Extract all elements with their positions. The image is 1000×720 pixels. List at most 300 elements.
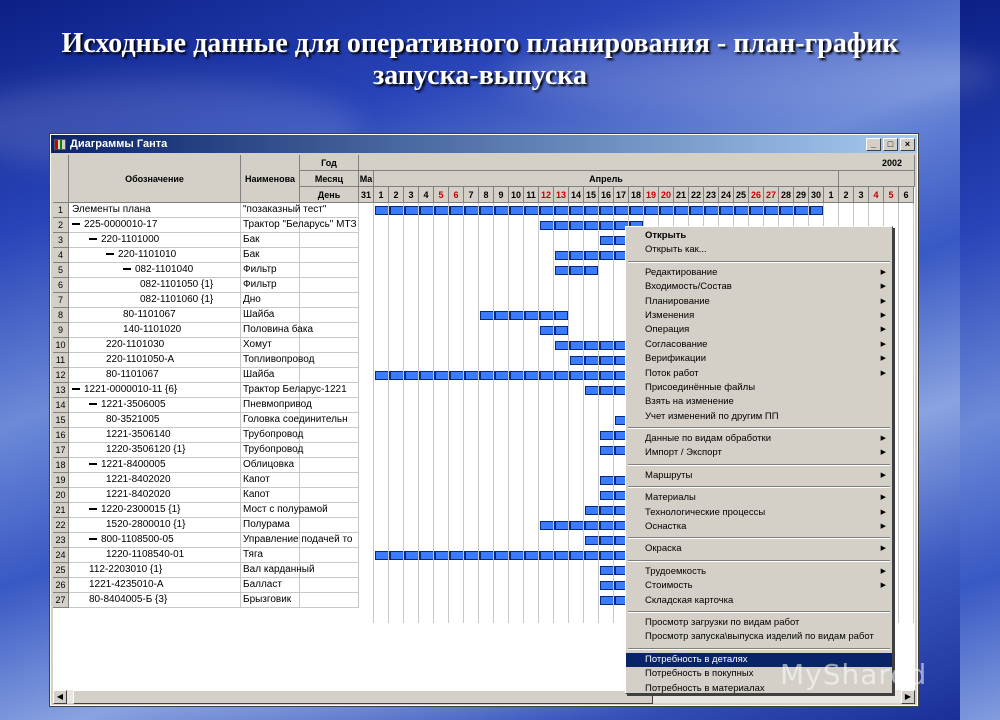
- gantt-app-icon: [54, 139, 66, 150]
- row-designation[interactable]: [69, 353, 241, 368]
- row-blank-cell: [300, 368, 359, 383]
- day-label: День: [300, 187, 359, 203]
- row-designation-text: 220-1101050-А: [106, 354, 175, 365]
- day-header-cell: 1: [374, 187, 389, 203]
- day-header-cell: 30: [809, 187, 824, 203]
- day-header-cell: 25: [734, 187, 749, 203]
- row-designation-text: 1220-2300015 {1}: [101, 504, 181, 515]
- row-number[interactable]: 19: [53, 473, 69, 488]
- day-gridline: [418, 203, 419, 623]
- row-designation-text: 1220-3506120 {1}: [106, 444, 186, 455]
- row-blank-cell: [300, 563, 359, 578]
- collapse-dash-icon[interactable]: [123, 268, 131, 270]
- row-name[interactable]: Фильтр: [241, 263, 300, 278]
- corner-cell: [53, 155, 69, 203]
- row-designation[interactable]: [69, 533, 241, 548]
- row-name[interactable]: Трубопровод: [241, 428, 300, 443]
- submenu-arrow-icon: ▶: [880, 340, 886, 348]
- gantt-bar[interactable]: [555, 266, 598, 275]
- row-number[interactable]: 17: [53, 443, 69, 458]
- gantt-bar[interactable]: [600, 491, 628, 500]
- row-designation-text: 082-1101050 {1}: [140, 279, 214, 290]
- gantt-bar[interactable]: [540, 326, 568, 335]
- row-designation-text: 800-1108500-05: [101, 534, 174, 545]
- day-gridline: [403, 203, 404, 623]
- menu-item[interactable]: [626, 446, 892, 460]
- day-header-cell: 16: [599, 187, 614, 203]
- row-designation-text: 112-2203010 {1}: [89, 564, 163, 575]
- row-name[interactable]: Бак: [241, 233, 300, 248]
- row-number[interactable]: 22: [53, 518, 69, 533]
- row-designation[interactable]: [69, 563, 241, 578]
- row-blank-cell: [300, 548, 359, 563]
- col-header-name[interactable]: Наименова: [241, 155, 300, 203]
- row-name[interactable]: Облицовка: [241, 458, 300, 473]
- menu-item-label: Оснастка: [645, 521, 687, 533]
- submenu-arrow-icon: ▶: [880, 268, 886, 276]
- submenu-arrow-icon: ▶: [880, 508, 886, 516]
- menu-separator: [628, 648, 890, 650]
- menu-item[interactable]: [626, 295, 892, 309]
- row-number[interactable]: 7: [53, 293, 69, 308]
- row-number[interactable]: 11: [53, 353, 69, 368]
- gantt-bar[interactable]: [585, 536, 628, 545]
- day-gridline: [523, 203, 524, 623]
- watermark: [780, 658, 927, 691]
- day-header-cell: 19: [644, 187, 659, 203]
- row-name[interactable]: Топливопровод: [241, 353, 300, 368]
- row-designation-text: 1221-3506005: [101, 399, 166, 410]
- row-number[interactable]: 21: [53, 503, 69, 518]
- submenu-arrow-icon: ▶: [880, 567, 886, 575]
- row-blank-cell: [300, 278, 359, 293]
- menu-item[interactable]: [626, 352, 892, 366]
- menu-item-label: Потребность в покупных: [645, 668, 754, 680]
- menu-item[interactable]: [626, 520, 892, 534]
- day-header-cell: 17: [614, 187, 629, 203]
- gantt-bar[interactable]: [600, 431, 628, 440]
- row-name[interactable]: Дно: [241, 293, 300, 308]
- day-header-cell: 21: [674, 187, 689, 203]
- day-header-cell: 4: [419, 187, 434, 203]
- row-blank-cell: [300, 218, 359, 233]
- menu-item[interactable]: [626, 280, 892, 294]
- row-designation-text: 80-8404005-Б {3}: [89, 594, 168, 605]
- row-blank-cell: [300, 533, 359, 548]
- row-designation-text: 082-1101060 {1}: [140, 294, 214, 305]
- year-value: 2002: [359, 155, 915, 171]
- row-designation[interactable]: [69, 263, 241, 278]
- day-header-cell: 8: [479, 187, 494, 203]
- context-menu: [625, 226, 893, 694]
- slide-title: Исходные данные для оперативного планирования - план-график запуска-выпуска: [61, 28, 899, 91]
- day-gridline: [598, 203, 599, 623]
- menu-item-label: Открыть: [645, 230, 687, 241]
- window-titlebar[interactable]: [51, 135, 917, 153]
- row-designation[interactable]: [69, 218, 241, 233]
- day-gridline: [913, 203, 914, 623]
- menu-separator: [628, 537, 890, 539]
- gantt-bar[interactable]: [600, 581, 628, 590]
- row-blank-cell: [300, 578, 359, 593]
- day-header-cell: 4: [869, 187, 884, 203]
- gantt-bar[interactable]: [600, 446, 628, 455]
- day-header-cell: 23: [704, 187, 719, 203]
- row-designation[interactable]: [69, 278, 241, 293]
- gantt-bar[interactable]: [570, 356, 628, 365]
- day-header-cell: 6: [899, 187, 914, 203]
- row-name[interactable]: Бак: [241, 248, 300, 263]
- row-designation-text: 80-3521005: [106, 414, 160, 425]
- row-blank-cell: [300, 398, 359, 413]
- day-header-cell: 18: [629, 187, 644, 203]
- menu-item-label: Верификации: [645, 353, 707, 365]
- menu-item[interactable]: [626, 381, 892, 395]
- day-header-cell: 3: [854, 187, 869, 203]
- day-gridline: [463, 203, 464, 623]
- day-gridline: [898, 203, 899, 623]
- gantt-bar[interactable]: [585, 386, 628, 395]
- row-designation-text: 1221-3506140: [106, 429, 171, 440]
- menu-item-label: Поток работ: [645, 367, 699, 379]
- row-designation[interactable]: [69, 368, 241, 383]
- row-designation[interactable]: [69, 458, 241, 473]
- row-designation-text: 1221-8402020: [106, 489, 171, 500]
- day-header-cell: 5: [434, 187, 449, 203]
- row-name[interactable]: "позаказный тест": [241, 203, 300, 218]
- collapse-dash-icon[interactable]: [89, 538, 97, 540]
- menu-item[interactable]: [626, 579, 892, 593]
- row-number[interactable]: 26: [53, 578, 69, 593]
- row-designation[interactable]: [69, 548, 241, 563]
- menu-item-label: Изменения: [645, 309, 695, 321]
- menu-item[interactable]: [626, 594, 892, 608]
- watermark-text: MyShared: [780, 658, 928, 691]
- row-designation-text: 80-1101067: [106, 369, 159, 380]
- submenu-arrow-icon: ▶: [880, 369, 886, 377]
- scroll-left-icon[interactable]: ◀: [53, 690, 67, 704]
- menu-item[interactable]: [626, 630, 892, 644]
- row-number[interactable]: 20: [53, 488, 69, 503]
- menu-item[interactable]: [626, 410, 892, 424]
- collapse-dash-icon[interactable]: [89, 403, 97, 405]
- gantt-bar[interactable]: [375, 551, 628, 560]
- row-designation[interactable]: [69, 503, 241, 518]
- row-number[interactable]: 10: [53, 338, 69, 353]
- menu-item-label: Трудоемкость: [645, 565, 707, 577]
- menu-item[interactable]: [626, 367, 892, 381]
- day-header-cell: 13: [554, 187, 569, 203]
- row-number[interactable]: 27: [53, 593, 69, 608]
- menu-item-label: Взять на изменение: [645, 396, 734, 408]
- menu-item-label: Просмотр загрузки по видам работ: [645, 616, 800, 628]
- day-header-cell: 5: [884, 187, 899, 203]
- row-designation-text: 80-1101067: [123, 309, 176, 320]
- gantt-bar[interactable]: [555, 341, 628, 350]
- collapse-dash-icon[interactable]: [106, 253, 114, 255]
- menu-item-label: Учет изменений по другим ПП: [645, 410, 779, 422]
- menu-item[interactable]: [626, 565, 892, 579]
- submenu-arrow-icon: ▶: [880, 435, 886, 443]
- day-header-cell: 26: [749, 187, 764, 203]
- day-header-cell: 12: [539, 187, 554, 203]
- menu-separator: [628, 464, 890, 466]
- row-designation-text: 1221-0000010-11 {6}: [84, 384, 178, 395]
- row-name[interactable]: Балласт: [241, 578, 300, 593]
- row-designation[interactable]: [69, 413, 241, 428]
- row-number[interactable]: 9: [53, 323, 69, 338]
- menu-item[interactable]: [626, 229, 892, 243]
- day-header-cell: 22: [689, 187, 704, 203]
- menu-item-label: Согласование: [645, 338, 708, 350]
- row-number[interactable]: 24: [53, 548, 69, 563]
- day-header-cell: 6: [449, 187, 464, 203]
- row-name[interactable]: Шайба: [241, 368, 300, 383]
- row-blank-cell: [300, 338, 359, 353]
- menu-item-label: Входимость/Состав: [645, 281, 732, 293]
- row-blank-cell: [300, 488, 359, 503]
- row-number[interactable]: 12: [53, 368, 69, 383]
- row-number[interactable]: 16: [53, 428, 69, 443]
- day-header-cell: 2: [839, 187, 854, 203]
- row-name[interactable]: Шайба: [241, 308, 300, 323]
- collapse-dash-icon[interactable]: [72, 223, 80, 225]
- menu-separator: [628, 486, 890, 488]
- row-designation[interactable]: [69, 323, 241, 338]
- row-designation-text: 220-1101030: [106, 339, 165, 350]
- row-blank-cell: [300, 308, 359, 323]
- menu-item[interactable]: [626, 338, 892, 352]
- row-name[interactable]: Капот: [241, 488, 300, 503]
- menu-item-label: Операция: [645, 324, 690, 336]
- day-gridline: [613, 203, 614, 623]
- menu-item[interactable]: [626, 266, 892, 280]
- day-gridline: [448, 203, 449, 623]
- menu-item[interactable]: [626, 243, 892, 257]
- row-number[interactable]: 18: [53, 458, 69, 473]
- menu-item[interactable]: [626, 469, 892, 483]
- submenu-arrow-icon: ▶: [880, 449, 886, 457]
- row-designation[interactable]: [69, 593, 241, 608]
- row-designation[interactable]: [69, 518, 241, 533]
- collapse-dash-icon[interactable]: [89, 463, 97, 465]
- row-blank-cell: [300, 323, 359, 338]
- gantt-bar[interactable]: [600, 476, 628, 485]
- row-number[interactable]: 4: [53, 248, 69, 263]
- submenu-arrow-icon: ▶: [880, 311, 886, 319]
- row-name[interactable]: Управление подачей то: [241, 533, 300, 548]
- row-designation[interactable]: [69, 428, 241, 443]
- row-number[interactable]: 2: [53, 218, 69, 233]
- row-designation-text: 1221-8400005: [101, 459, 166, 470]
- row-name[interactable]: Трактор Беларус-1221: [241, 383, 300, 398]
- row-number[interactable]: 1: [53, 203, 69, 218]
- day-gridline: [388, 203, 389, 623]
- menu-item-label: Открыть как...: [645, 244, 707, 256]
- day-header-cell: 10: [509, 187, 524, 203]
- row-number[interactable]: 6: [53, 278, 69, 293]
- scroll-thumb[interactable]: [73, 690, 653, 704]
- row-number[interactable]: 8: [53, 308, 69, 323]
- row-designation[interactable]: [69, 293, 241, 308]
- menu-item-label: Стоимость: [645, 580, 693, 592]
- row-designation-text: 082-1101040: [135, 264, 194, 275]
- row-number[interactable]: 15: [53, 413, 69, 428]
- menu-item-label: Складская карточка: [645, 594, 734, 606]
- row-name[interactable]: Трубопровод: [241, 443, 300, 458]
- row-designation-text: 1520-2800010 {1}: [106, 519, 186, 530]
- collapse-dash-icon[interactable]: [72, 388, 80, 390]
- day-header-cell: 15: [584, 187, 599, 203]
- menu-item-label: Окраска: [645, 543, 682, 555]
- day-header-cell: 3: [404, 187, 419, 203]
- menu-item-label: Маршруты: [645, 469, 693, 481]
- row-number[interactable]: 14: [53, 398, 69, 413]
- menu-item[interactable]: [626, 323, 892, 337]
- row-number[interactable]: 23: [53, 533, 69, 548]
- gantt-bar[interactable]: [600, 596, 628, 605]
- row-blank-cell: [300, 293, 359, 308]
- menu-item-label: Данные по видам обработки: [645, 433, 772, 445]
- submenu-arrow-icon: ▶: [880, 355, 886, 363]
- row-designation-text: Элементы плана: [72, 204, 151, 215]
- day-gridline: [583, 203, 584, 623]
- submenu-arrow-icon: ▶: [880, 297, 886, 305]
- row-number[interactable]: 25: [53, 563, 69, 578]
- row-designation[interactable]: [69, 473, 241, 488]
- collapse-dash-icon[interactable]: [89, 238, 97, 240]
- maximize-button[interactable]: □: [883, 138, 898, 151]
- menu-item-label: Технологические процессы: [645, 506, 766, 518]
- row-designation-text: 140-1101020: [123, 324, 182, 335]
- row-name[interactable]: Полурама: [241, 518, 300, 533]
- menu-separator: [628, 427, 890, 429]
- menu-item[interactable]: [626, 309, 892, 323]
- day-header-cell: 24: [719, 187, 734, 203]
- row-blank-cell: [300, 203, 359, 218]
- row-designation[interactable]: [69, 383, 241, 398]
- day-gridline: [373, 203, 374, 623]
- menu-item-label: Просмотр запуска\выпуска изделий по видам работ: [645, 631, 874, 643]
- row-name[interactable]: Брызговик: [241, 593, 300, 608]
- day-header-cell: 2: [389, 187, 404, 203]
- menu-separator: [628, 560, 890, 562]
- row-designation[interactable]: [69, 233, 241, 248]
- month-next: [839, 171, 915, 187]
- menu-item-label: Материалы: [645, 492, 696, 504]
- row-name[interactable]: Пневмопривод: [241, 398, 300, 413]
- row-designation[interactable]: [69, 443, 241, 458]
- row-number[interactable]: 5: [53, 263, 69, 278]
- gantt-bar[interactable]: [585, 506, 628, 515]
- row-name[interactable]: Фильтр: [241, 278, 300, 293]
- close-button[interactable]: ×: [900, 138, 915, 151]
- day-header-cell: 7: [464, 187, 479, 203]
- menu-item-label: Потребность в материалах: [645, 682, 765, 694]
- gantt-bar[interactable]: [375, 371, 628, 380]
- menu-item[interactable]: [626, 506, 892, 520]
- day-gridline: [433, 203, 434, 623]
- day-header-cell: 1: [824, 187, 839, 203]
- row-name[interactable]: Половина бака: [241, 323, 300, 338]
- row-blank-cell: [300, 473, 359, 488]
- day-gridline: [568, 203, 569, 623]
- submenu-arrow-icon: ▶: [880, 523, 886, 531]
- menu-item-label: Импорт / Экспорт: [645, 447, 722, 459]
- menu-item-label: Потребность в деталях: [645, 653, 748, 665]
- collapse-dash-icon[interactable]: [89, 508, 97, 510]
- row-number[interactable]: 13: [53, 383, 69, 398]
- day-gridline: [508, 203, 509, 623]
- row-designation-text: 220-1101000: [101, 234, 160, 245]
- day-gridline: [538, 203, 539, 623]
- row-designation[interactable]: [69, 398, 241, 413]
- col-header-designation[interactable]: Обозначение: [69, 155, 241, 203]
- menu-item[interactable]: [626, 542, 892, 556]
- menu-item[interactable]: [626, 616, 892, 630]
- row-designation[interactable]: [69, 308, 241, 323]
- row-designation[interactable]: [69, 578, 241, 593]
- row-designation-text: 1221-4235010-А: [89, 579, 164, 590]
- menu-item-label: Присоединённые файлы: [645, 381, 756, 393]
- row-name[interactable]: Головка соединительн: [241, 413, 300, 428]
- row-designation[interactable]: [69, 203, 241, 218]
- menu-item[interactable]: [626, 491, 892, 505]
- day-header-cell: 14: [569, 187, 584, 203]
- day-header-cell: 31: [359, 187, 374, 203]
- gantt-bar[interactable]: [375, 206, 823, 215]
- day-header-cell: 20: [659, 187, 674, 203]
- gantt-bar[interactable]: [600, 566, 628, 575]
- row-number[interactable]: 3: [53, 233, 69, 248]
- minimize-button[interactable]: _: [866, 138, 881, 151]
- submenu-arrow-icon: ▶: [880, 283, 886, 291]
- row-name[interactable]: Вал карданный: [241, 563, 300, 578]
- row-name[interactable]: Тяга: [241, 548, 300, 563]
- year-label: Год: [300, 155, 359, 171]
- row-blank-cell: [300, 353, 359, 368]
- row-designation-text: 225-0000010-17: [84, 219, 158, 230]
- month-prev: Ма: [359, 171, 374, 187]
- day-header-cell: 28: [779, 187, 794, 203]
- row-name[interactable]: Хомут: [241, 338, 300, 353]
- submenu-arrow-icon: ▶: [880, 471, 886, 479]
- row-blank-cell: [300, 593, 359, 608]
- day-gridline: [493, 203, 494, 623]
- row-designation[interactable]: [69, 488, 241, 503]
- scroll-right-icon[interactable]: ▶: [901, 690, 915, 704]
- row-name[interactable]: Мост с полурамой: [241, 503, 300, 518]
- row-blank-cell: [300, 233, 359, 248]
- row-blank-cell: [300, 383, 359, 398]
- month-label: Месяц: [300, 171, 359, 187]
- row-designation-text: 220-1101010: [118, 249, 177, 260]
- row-name[interactable]: Трактор "Беларусь" МТЗ: [241, 218, 300, 233]
- day-gridline: [553, 203, 554, 623]
- row-blank-cell: [300, 503, 359, 518]
- submenu-arrow-icon: ▶: [880, 326, 886, 334]
- menu-item[interactable]: [626, 395, 892, 409]
- submenu-arrow-icon: ▶: [880, 545, 886, 553]
- menu-item[interactable]: [626, 432, 892, 446]
- row-designation[interactable]: [69, 338, 241, 353]
- menu-item-label: Планирование: [645, 295, 710, 307]
- row-blank-cell: [300, 428, 359, 443]
- row-name[interactable]: Капот: [241, 473, 300, 488]
- menu-separator: [628, 611, 890, 613]
- day-header-cell: 29: [794, 187, 809, 203]
- row-designation[interactable]: [69, 248, 241, 263]
